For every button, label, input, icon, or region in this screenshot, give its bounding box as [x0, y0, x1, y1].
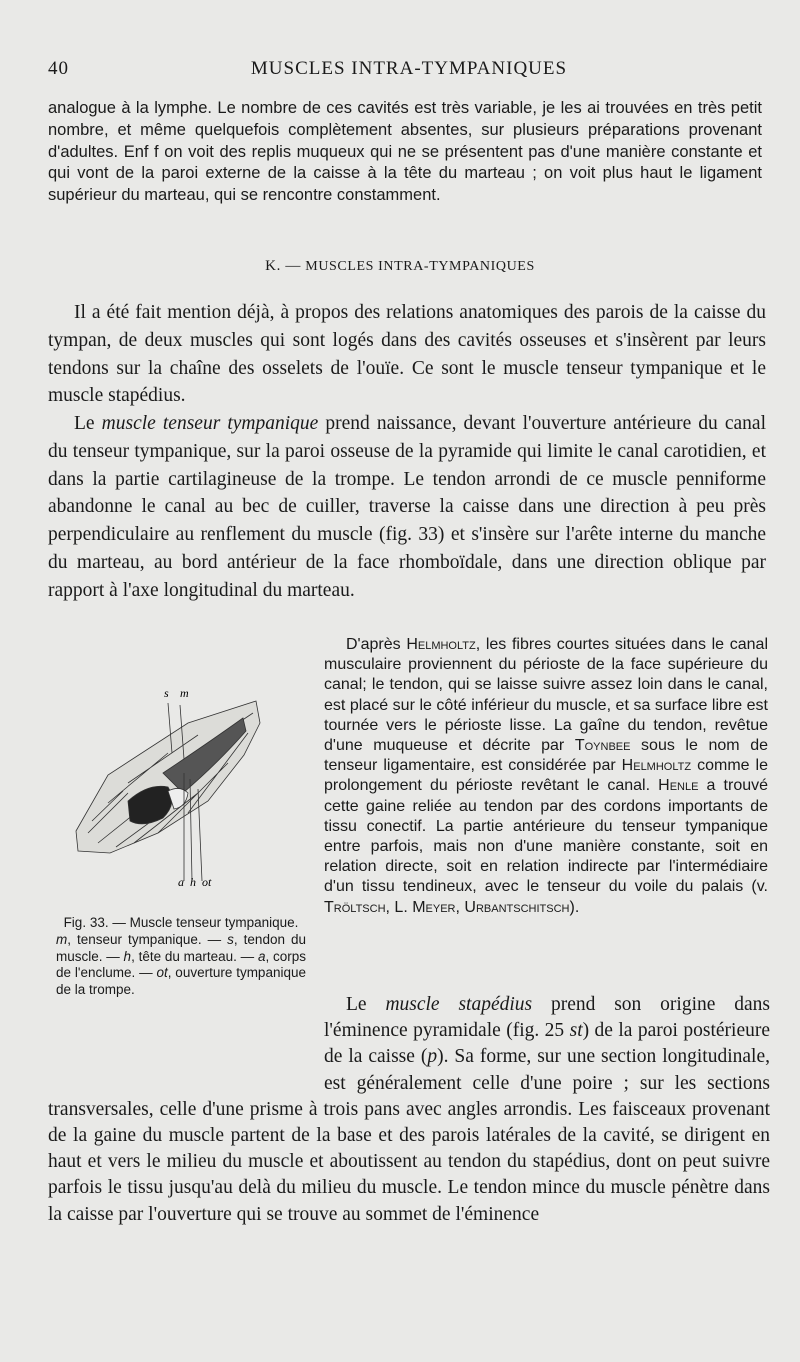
p2-start: Le	[74, 413, 95, 434]
name-meyer: Meyer	[412, 898, 456, 916]
name-troltsch: Tröltsch	[324, 898, 386, 916]
stap-text-c: ). Sa forme, sur une section longitudinale, est généralement celle d'une poire ; sur les sections transversales, celle d'une prisme à trois pans avec angles arrondis. Les faisceaux provenant de la gaine du muscle partent de la base et des parois latérales de la cavité, se dirigent en haut et vers le milieu du muscle et aboutissent au tendon du stapédius, dont on peut suivre parfois le tissu jusqu'au delà du milieu du muscle. Le tendon mince du muscle pénètre dans la caisse par l'ouverture qui se trouve au sommet de l'éminence	[48, 1046, 770, 1225]
stap-start: Le	[346, 994, 367, 1015]
name-henle: Henle	[658, 777, 699, 795]
h-sep1: , L.	[385, 898, 408, 916]
cap-m: m	[56, 931, 68, 947]
label-ot: ot	[202, 875, 212, 888]
name-helmholtz: Helmholtz	[406, 636, 476, 653]
page-header	[48, 52, 770, 84]
paragraph-two-muscles: Il a été fait mention déjà, à propos des relations anatomiques des parois de la caisse du tympan, de deux muscles qui sont logés dans des cavités osseuses et s'insèrent par leurs tendons sur la chaîne des osselets de l'ouïe. Ce sont le muscle tenseur tympanique et le muscle stapédius.	[48, 302, 766, 407]
p2-rest: prend naissance, devant l'ouverture antérieure du canal du tenseur tympanique, sur la paroi osseuse de la pyramide qui limite le canal carotidien, et dans la partie cartilagineuse de la trompe. Le tendon arrondi de ce muscle penniforme abandonne le canal au bec de cuiller, traverse la caisse dans une direction à peu près perpendiculaire au renflement du muscle (fig. 33) et s'insère sur l'arête interne du manche du marteau, au bord antérieur de la face rhomboïdale, dans une direction oblique par rapport à l'axe longitudinal du marteau.	[48, 413, 766, 601]
cap-a: a	[257, 948, 266, 964]
cap-t1: , tenseur tympanique. —	[67, 931, 222, 947]
label-s: s	[164, 686, 169, 700]
name-urbantschitsch: Urbantschitsch	[464, 898, 570, 916]
ref-p: p	[427, 1046, 438, 1068]
section-heading	[0, 258, 800, 275]
h-end: ).	[569, 898, 580, 916]
cap-t3: , tête du marteau. —	[131, 948, 255, 964]
cap-t5: , ouverture tympanique de la trompe.	[56, 965, 306, 998]
label-m: m	[180, 686, 189, 700]
h-text-a: , les fibres courtes situées dans le canal musculaire proviennent du périoste de la face supérieure du canal; le tendon, qui se laisse suivre assez loin dans le canal, est placé sur le côté inférieur du muscle, et sa surface libre est tournée vers le périoste lisse. La gaîne du tendon, revêtue d'une muqueuse et décrite par	[324, 636, 768, 755]
section-title: MUSCLES INTRA-TYMPANIQUES	[305, 259, 535, 274]
name-toynbee: Toynbee	[574, 737, 631, 755]
h-text-d: a trouvé cette gaine reliée au tendon par des cordons importants de tissu conectif. La partie antérieure du tenseur tympanique entre parfois, mais non d'une manière constante, soit en relation directe, soit en relation indirecte par l'intermédiaire d'un tissu tendineux, avec le tenseur du voile du palais (v.	[324, 777, 769, 896]
h-text-b: sous le nom de tenseur ligamentaire, est considérée par	[324, 737, 768, 775]
cap-ot: ot	[156, 965, 168, 981]
cap-t4: , corps de l'enclume. —	[56, 948, 306, 981]
stap-text-a: prend son origine dans l'éminence pyramidale (fig. 25	[324, 994, 770, 1042]
term-stapedius: muscle stapédius	[385, 994, 533, 1015]
section-dash: —	[285, 258, 301, 274]
h-sep2: ,	[455, 898, 460, 916]
helmholtz-paragraph	[48, 635, 768, 1013]
stap-text-b: ) de la paroi postérieure de la caisse (	[324, 1020, 771, 1068]
intro-paragraph: analogue à la lymphe. Le nombre de ces cavités est très variable, je les ai trouvées en très petit nombre, et même quelquefois complètement absentes, sur plusieurs préparations provenant d'adultes. Enf f on voit des replis muqueux qui ne se présentent pas d'une manière constante et qui vont de la paroi externe de la caisse à la tête du marteau ; on voit plus haut le ligament supérieur du marteau, qui se rencontre constamment.	[48, 99, 762, 205]
h-text-c: comme le prolongement du périoste revêtant le canal.	[324, 757, 768, 795]
name-helmholtz-2: Helmholtz	[621, 757, 692, 775]
paragraph-tenseur	[48, 410, 766, 605]
figure-float-spacer	[48, 655, 324, 1013]
stapedius-paragraph	[48, 992, 770, 1228]
running-title: MUSCLES INTRA-TYMPANIQUES	[250, 58, 568, 79]
cap-s: s	[227, 931, 234, 947]
cap-t2: , tendon du muscle. —	[56, 931, 306, 964]
term-tenseur: muscle tenseur tympanique	[101, 413, 319, 434]
label-h: h	[190, 875, 196, 888]
caption-title: Fig. 33. — Muscle tenseur tympanique.	[63, 915, 299, 930]
label-a: a	[178, 875, 184, 888]
ref-st: st	[569, 1020, 583, 1042]
stap-float-spacer	[48, 992, 324, 1072]
cap-h: h	[123, 948, 132, 964]
page-number: 40	[48, 58, 69, 79]
section-letter: K.	[265, 258, 281, 274]
h-start: D'après	[346, 636, 401, 653]
